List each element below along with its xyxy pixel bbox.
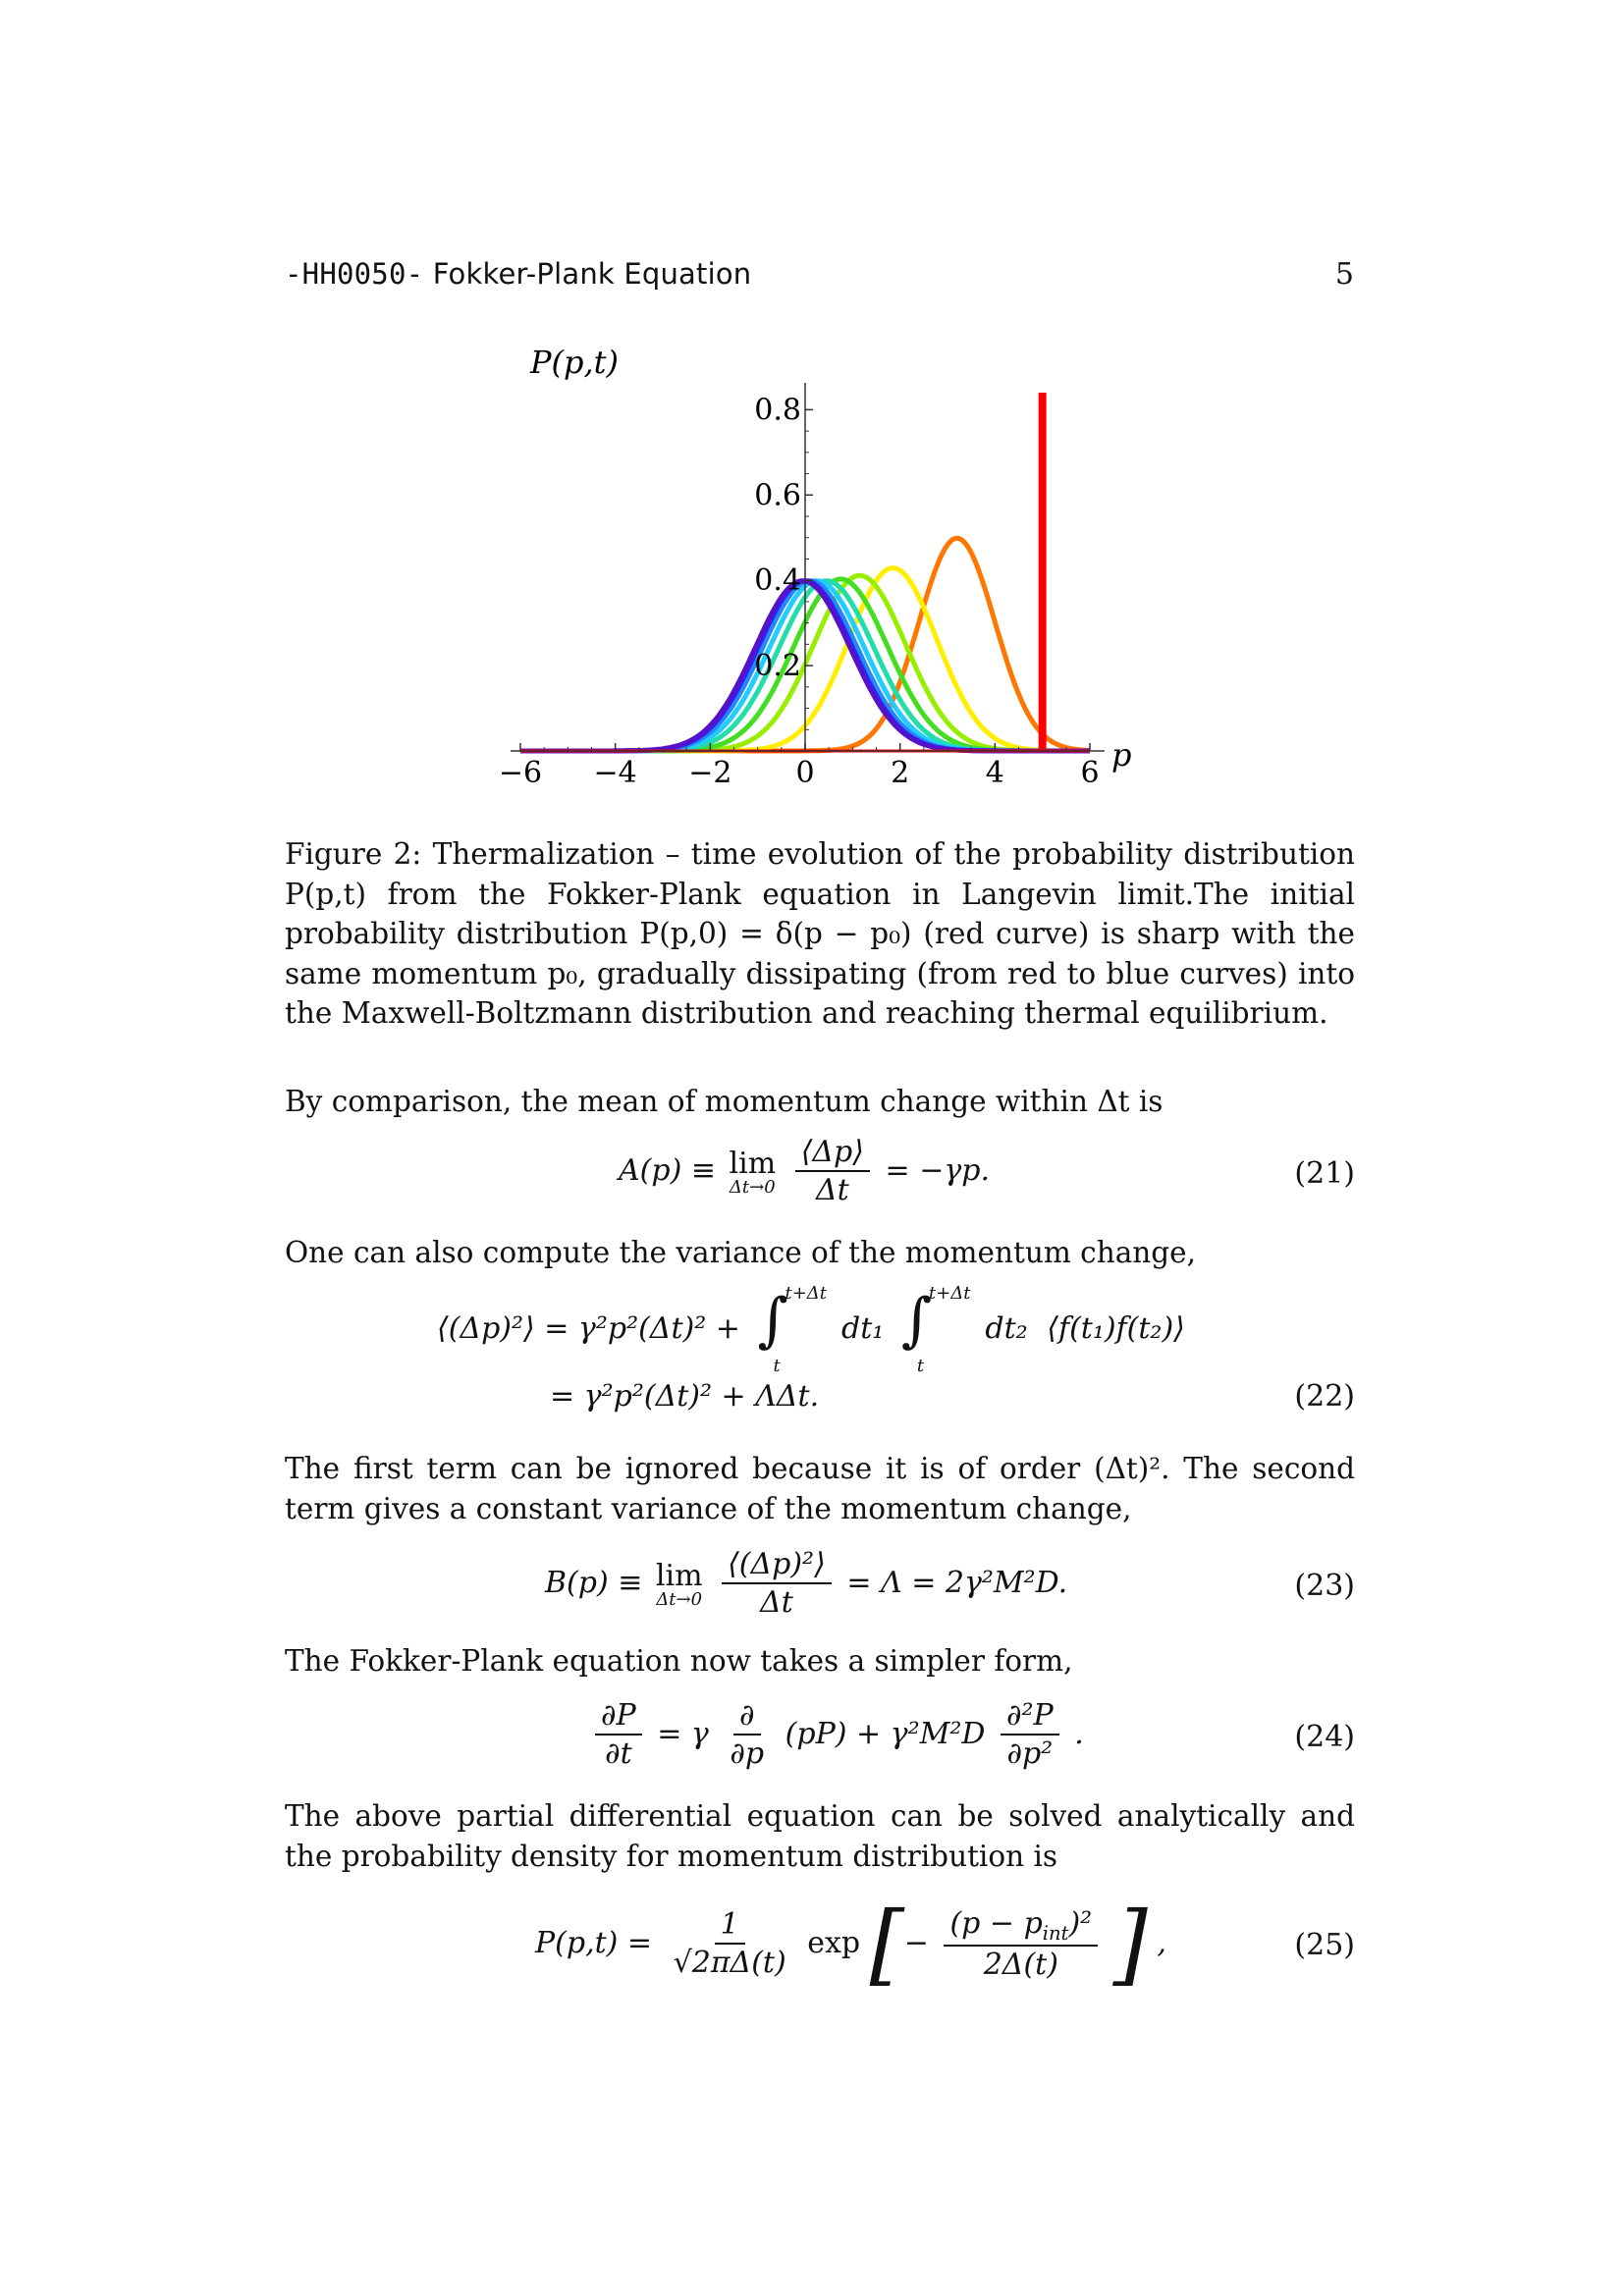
equation-24: $\frac{\partial P}{\partial t}$ = γ $\frac{\partial}{\partial p}$ (pP) + γ²M²D $\frac{\text{∂²P}}{\text{∂p²}}$ . (24) (285, 1690, 1355, 1789)
paragraph-mean-change: By comparison, the mean of momentum change within Δt is (285, 1085, 1164, 1118)
equation-number: (22) (1294, 1379, 1355, 1414)
x-axis-label: p (1111, 736, 1132, 774)
thermalization-chart (461, 339, 1168, 810)
figure-caption: Figure 2: Thermalization – time evolution of the probability distribution P(p,t) from the Fokker-Plank equation in Langevin limit.The initial probability distribution P(p,0) = δ(p − p₀) (red curve) is sharp with the same momentum p₀, gradually dissipating (from red to blue curves) into the Maxwell-Boltzmann distribution and reaching thermal equilibrium. (285, 837, 1355, 1030)
y-tick-label: 0.4 (754, 563, 801, 599)
x-tick-label: −2 (688, 756, 732, 790)
equation-21: A(p) ≡ lim Δt→0 $\frac{⟨\Delta p⟩}{\Delta t}$ = −γp. (21) (619, 1135, 1355, 1207)
equation-23: B(p) ≡ lim Δt→0 $\frac{\text{⟨(Δp)²⟩}}{\Delta t}$ = Λ = 2γ²M²D. (23) (545, 1547, 1355, 1620)
y-tick-label: 0.2 (754, 649, 801, 684)
running-header (285, 257, 751, 291)
y-tick-label: 0.6 (754, 478, 801, 513)
y-axis-label: P(p,t) (530, 344, 620, 381)
equation-number: (25) (1294, 1928, 1355, 1962)
equation-22: ⟨(Δp)²⟩ = γ²p²(Δt)² + ∫ t+Δt t dt₁ ∫ t+Δt t dt₂ ⟨f(t₁)f(t₂)⟩ = γ²p²(Δt)² + ΛΔt. (22) (437, 1283, 1355, 1414)
paragraph-simpler-form: The Fokker-Plank equation now takes a simpler form, (285, 1644, 1073, 1678)
x-tick-label: 4 (985, 756, 1004, 790)
equation-number: (21) (1294, 1156, 1355, 1191)
header-title: Fokker-Plank Equation (432, 257, 752, 291)
equation-number: (24) (1294, 1720, 1355, 1754)
header-code: -HH0050- (285, 257, 424, 291)
y-tick-label: 0.8 (754, 393, 801, 428)
x-tick-label: 6 (1080, 756, 1100, 790)
x-tick-label: −4 (593, 756, 637, 790)
x-tick-label: 0 (795, 756, 815, 790)
x-tick-label: −6 (498, 756, 543, 790)
paragraph-solution: The above partial differential equation can be solved analytically and the probability density for momentum distribution is (285, 1799, 1355, 1873)
page-number: 5 (1334, 257, 1354, 292)
equation-25: P(p,t) = $\frac{1}{√2\pi\Delta(t)}$ exp [− $\frac{(p - p_{int})^2}{2\Delta(t)}$ ] , (25) (535, 1893, 1355, 1996)
x-tick-label: 2 (891, 756, 910, 790)
equation-number: (23) (1294, 1569, 1355, 1603)
curve-initial-delta (1039, 393, 1047, 751)
paragraph-variance: One can also compute the variance of the momentum change, (285, 1236, 1196, 1269)
paragraph-first-term: The first term can be ignored because it is of order (Δt)². The second term gives a constant variance of the momentum change, (285, 1452, 1355, 1525)
